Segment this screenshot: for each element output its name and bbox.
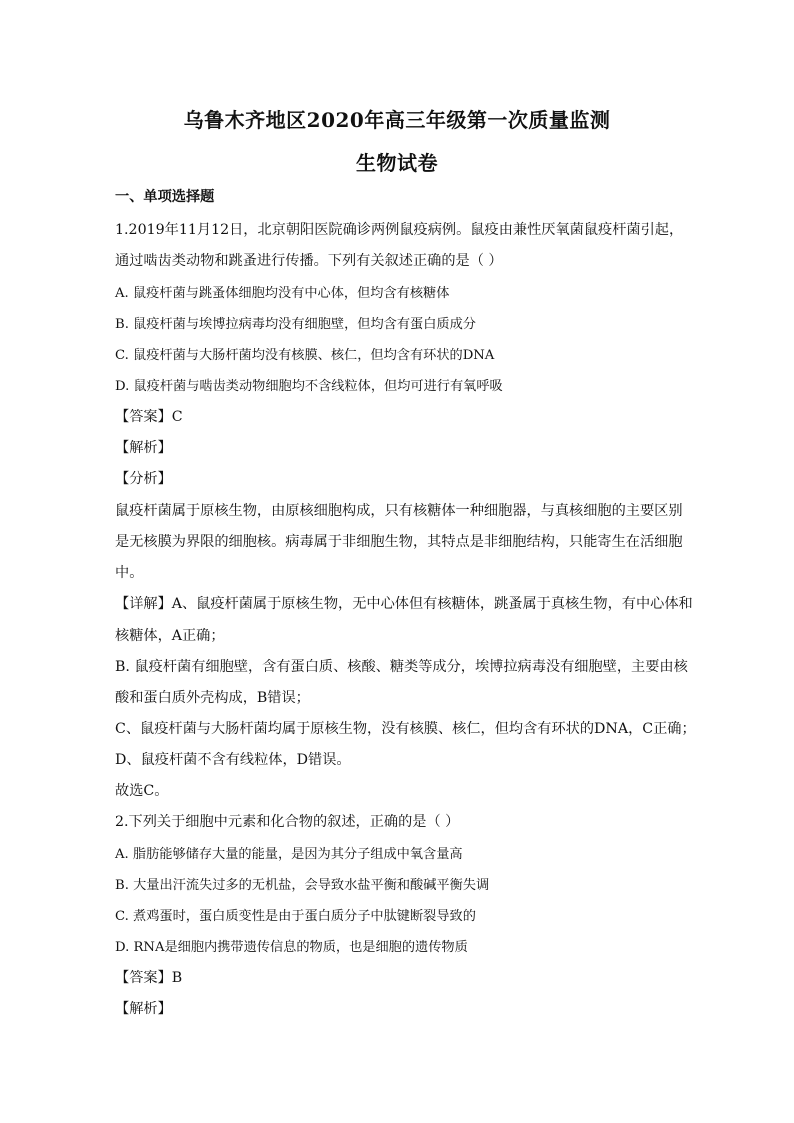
q1-detail-line4: 酸和蛋白质外壳构成，B错误； <box>115 690 310 706</box>
exam-subtitle: 生物试卷 <box>356 151 438 175</box>
q1-detail-line2: 核糖体，A正确； <box>115 628 225 644</box>
q1-detail-line3: B. 鼠疫杆菌有细胞壁，含有蛋白质、核酸、糖类等成分，埃博拉病毒没有细胞壁，主要由核 <box>115 659 688 675</box>
q1-stem-line2: 通过啮齿类动物和跳蚤进行传播。下列有关叙述正确的是（ ） <box>115 253 503 269</box>
exam-title: 乌鲁木齐地区2020年高三年级第一次质量监测 <box>183 108 611 132</box>
q1-conclusion: 故选C。 <box>115 783 169 799</box>
q1-answer: 【答案】C <box>115 409 183 425</box>
q1-option-b: B. 鼠疫杆菌与埃博拉病毒均没有细胞壁，但均含有蛋白质成分 <box>115 317 476 332</box>
section-heading: 一、单项选择题 <box>115 189 215 205</box>
q1-fenxi-line2: 是无核膜为界限的细胞核。病毒属于非细胞生物，其特点是非细胞结构，只能寄生在活细胞 <box>115 534 683 550</box>
q1-analysis-heading: 【解析】 <box>115 440 172 456</box>
q2-analysis-heading: 【解析】 <box>115 1001 172 1017</box>
q1-option-d: D. 鼠疫杆菌与啮齿类动物细胞均不含线粒体，但均可进行有氧呼吸 <box>115 379 503 394</box>
q2-stem: 2.下列关于细胞中元素和化合物的叙述，正确的是（ ） <box>115 814 460 830</box>
q1-stem-line1: 1.2019年11月12日，北京朝阳医院确诊两例鼠疫病例。鼠疫由兼性厌氧菌鼠疫杆菌引起， <box>115 222 684 238</box>
q2-answer: 【答案】B <box>115 970 183 986</box>
q1-detail-line6: D、鼠疫杆菌不含有线粒体，D错误。 <box>115 752 351 768</box>
q1-fenxi-line3: 中。 <box>115 565 144 581</box>
q2-option-b: B. 大量出汗流失过多的无机盐，会导致水盐平衡和酸碱平衡失调 <box>115 878 490 893</box>
q2-option-a: A. 脂肪能够储存大量的能量，是因为其分子组成中氧含量高 <box>115 847 463 862</box>
q1-detail-line5: C、鼠疫杆菌与大肠杆菌均属于原核生物，没有核膜、核仁，但均含有环状的DNA，C正确； <box>115 721 696 737</box>
q2-option-d: D. RNA是细胞内携带遗传信息的物质，也是细胞的遗传物质 <box>115 940 468 955</box>
q1-fenxi-line1: 鼠疫杆菌属于原核生物，由原核细胞构成，只有核糖体一种细胞器，与真核细胞的主要区别 <box>115 503 683 519</box>
q1-fenxi-heading: 【分析】 <box>115 471 172 487</box>
q2-option-c: C. 煮鸡蛋时，蛋白质变性是由于蛋白质分子中肽键断裂导致的 <box>115 909 476 924</box>
q1-option-a: A. 鼠疫杆菌与跳蚤体细胞均没有中心体，但均含有核糖体 <box>115 286 450 301</box>
q1-option-c: C. 鼠疫杆菌与大肠杆菌均没有核膜、核仁，但均含有环状的DNA <box>115 348 495 363</box>
q1-detail-line1: 【详解】A、鼠疫杆菌属于原核生物，无中心体但有核糖体，跳蚤属于真核生物，有中心体和 <box>115 596 693 612</box>
